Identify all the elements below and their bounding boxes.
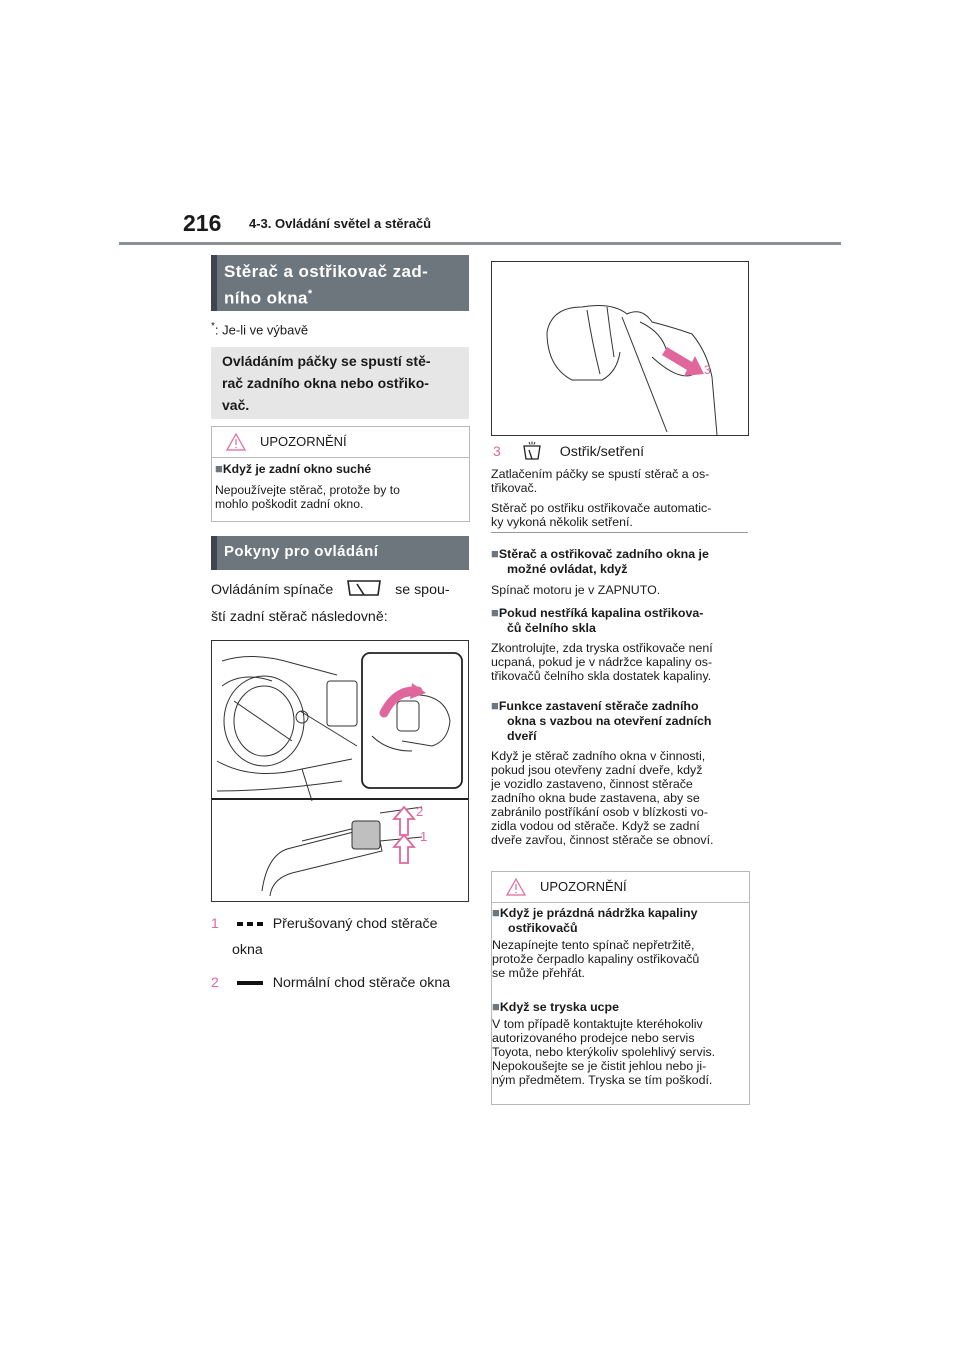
square-bullet-icon: ■: [491, 698, 499, 713]
square-bullet-icon: ■: [492, 905, 500, 920]
warning-header: [492, 872, 749, 903]
warning-text-line: Toyota, nebo kterýkoliv spolehlivý servis.: [492, 1045, 716, 1059]
subsection-title-text: Pokud nestříká kapalina ostřikova-: [498, 606, 704, 620]
footnote: [211, 321, 308, 337]
warning-text-line: autorizovaného prodejce nebo servis: [492, 1031, 695, 1045]
square-bullet-icon: ■: [492, 999, 500, 1014]
warning-item-title: [492, 906, 698, 920]
warning-text-line: se může přehřát.: [492, 966, 585, 980]
intro-box: [211, 347, 469, 419]
warning-text-line: Nepokoušejte se je čistit jehlou nebo ji-: [492, 1059, 707, 1073]
heading-line-2: [224, 283, 463, 310]
header-divider: [119, 242, 841, 245]
list-item: [211, 915, 438, 933]
paragraph-line: zadního okna bude zastavena, aby se: [491, 791, 700, 805]
paragraph-line: zabránilo postříkání osob v blízkosti vo-: [491, 805, 708, 819]
subsection-title-line-2: možné ovládat, když: [507, 562, 628, 576]
subsection-title-text: Stěrač a ostřikovač zadního okna je: [498, 547, 709, 561]
subsection-title-line-2: čů čelního skla: [507, 621, 596, 635]
paragraph-line: ucpaná, pokud je v nádržce kapaliny os-: [491, 655, 713, 669]
paragraph-line: třikovačů čelního skla dostatek kapaliny.: [491, 669, 712, 683]
rear-wiper-icon: [345, 578, 383, 602]
list-item: [211, 974, 450, 992]
warning-triangle-icon: [506, 878, 526, 896]
subsection-title-line-3: dveří: [507, 729, 537, 743]
item-text: Ostřik/setření: [559, 444, 645, 461]
warning-label: UPOZORNĚNÍ: [260, 434, 347, 449]
warning-triangle-icon: [226, 433, 246, 451]
figure-push-lever: [491, 261, 749, 436]
warning-text-line-1: Nepoužívejte stěrač, protože by to: [215, 483, 400, 497]
warning-text-line: protože čerpadlo kapaliny ostřikovačů: [492, 952, 700, 966]
square-bullet-icon: ■: [491, 605, 499, 620]
paragraph-line: dveře zavřou, činnost stěrače se obnoví.: [491, 833, 714, 847]
warning-item-title-text: Když je zadní okno suché: [222, 462, 372, 476]
heading-accent-bar: [211, 255, 217, 311]
warning-item-title-line-2: ostřikovačů: [508, 921, 578, 935]
warning-label: UPOZORNĚNÍ: [540, 879, 627, 894]
paragraph-line: pokud jsou otevřeny zadní dveře, když: [491, 763, 703, 777]
dashboard-illustration: [212, 641, 468, 901]
item-number: 2: [211, 974, 219, 990]
subsection-title: [491, 699, 699, 713]
paragraph-line: Zatlačením páčky se spustí stěrač a os-: [491, 467, 710, 481]
square-bullet-icon: ■: [491, 546, 499, 561]
warning-item-title: [215, 462, 371, 476]
subsection-title-text: Funkce zastavení stěrače zadního: [498, 699, 699, 713]
operation-line-1b: se spou-: [395, 581, 450, 598]
item-text-line-2: okna: [232, 942, 263, 958]
section-divider: [491, 532, 748, 533]
heading-rear-wiper-washer: [211, 255, 469, 311]
subsection-title-line-2: okna s vazbou na otevření zadních: [507, 714, 712, 728]
warning-text-line-2: mohlo poškodit zadní okno.: [215, 497, 364, 511]
paragraph-line: třikovač.: [491, 481, 538, 495]
paragraph-line: je vozidlo zastaveno, činnost stěrače: [491, 777, 693, 791]
intro-line-1: Ovládáním páčky se spustí stě-: [222, 353, 431, 369]
warning-text-line: Nezapínejte tento spínač nepřetržitě,: [492, 938, 695, 952]
warning-box-washer: [491, 871, 750, 1105]
paragraph-line: Když je stěrač zadního okna v činnosti,: [491, 749, 706, 763]
warning-item-title-text: Když se tryska ucpe: [499, 1000, 620, 1014]
subsection-title: [491, 547, 709, 561]
paragraph-line: ky vykoná několik setření.: [491, 515, 633, 529]
warning-text-line: V tom případě kontaktujte kteréhokoliv: [492, 1017, 703, 1031]
operation-line-1a: Ovládáním spínače: [211, 581, 334, 598]
paragraph-line: Zkontrolujte, zda tryska ostřikovače není: [491, 641, 713, 655]
paragraph-line: zidla vodou od stěrače. Když se zadní: [491, 819, 700, 833]
footnote-star: *: [211, 321, 215, 332]
intro-line-3: vač.: [222, 397, 250, 413]
page-number: 216: [183, 210, 222, 236]
warning-header: [212, 427, 469, 458]
subsection-title: [491, 606, 703, 620]
list-item: [493, 441, 644, 463]
item-number: 1: [211, 915, 219, 931]
warning-text-line: ným předmětem. Tryska se tím poškodí.: [492, 1073, 713, 1087]
item-text-line-1: Přerušovaný chod stěrače: [272, 916, 438, 932]
normal-wiper-icon: [237, 979, 263, 987]
intermittent-wiper-icon: [237, 920, 263, 928]
warning-item-title: [492, 1000, 619, 1014]
paragraph-line: Stěrač po ostřiku ostřikovače automatic-: [491, 501, 712, 515]
warning-box-dry-window: [211, 426, 470, 522]
heading-line-1: Stěrač a ostřikovač zad-: [224, 262, 429, 281]
heading-operating-instructions: [211, 536, 469, 570]
heading-asterisk: *: [307, 288, 313, 300]
lever-push-illustration: [492, 262, 748, 435]
figure-label-2: 2: [416, 804, 424, 819]
heading-line-2-text: ního okna: [224, 288, 308, 308]
square-bullet-icon: ■: [215, 461, 223, 476]
paragraph-line: Spínač motoru je v ZAPNUTO.: [491, 583, 661, 597]
section-title: 4-3. Ovládání světel a stěračů: [249, 216, 432, 231]
figure-label-3: 3: [704, 363, 711, 377]
item-number: 3: [493, 443, 501, 460]
operation-line-1: [211, 578, 450, 602]
operation-line-2: ští zadní stěrač následovně:: [211, 609, 388, 625]
heading-accent-bar: [211, 536, 217, 570]
figure-label-1: 1: [420, 829, 428, 844]
heading-text: Pokyny pro ovládání: [224, 543, 379, 560]
footnote-text: : Je-li ve výbavě: [214, 322, 309, 338]
intro-line-2: rač zadního okna nebo ostřiko-: [222, 375, 429, 391]
warning-item-title-text: Když je prázdná nádržka kapaliny: [499, 906, 698, 920]
figure-wiper-lever: [211, 640, 469, 902]
item-text-line-1: Normální chod stěrače okna: [272, 975, 451, 991]
rear-washer-icon: [521, 441, 543, 463]
